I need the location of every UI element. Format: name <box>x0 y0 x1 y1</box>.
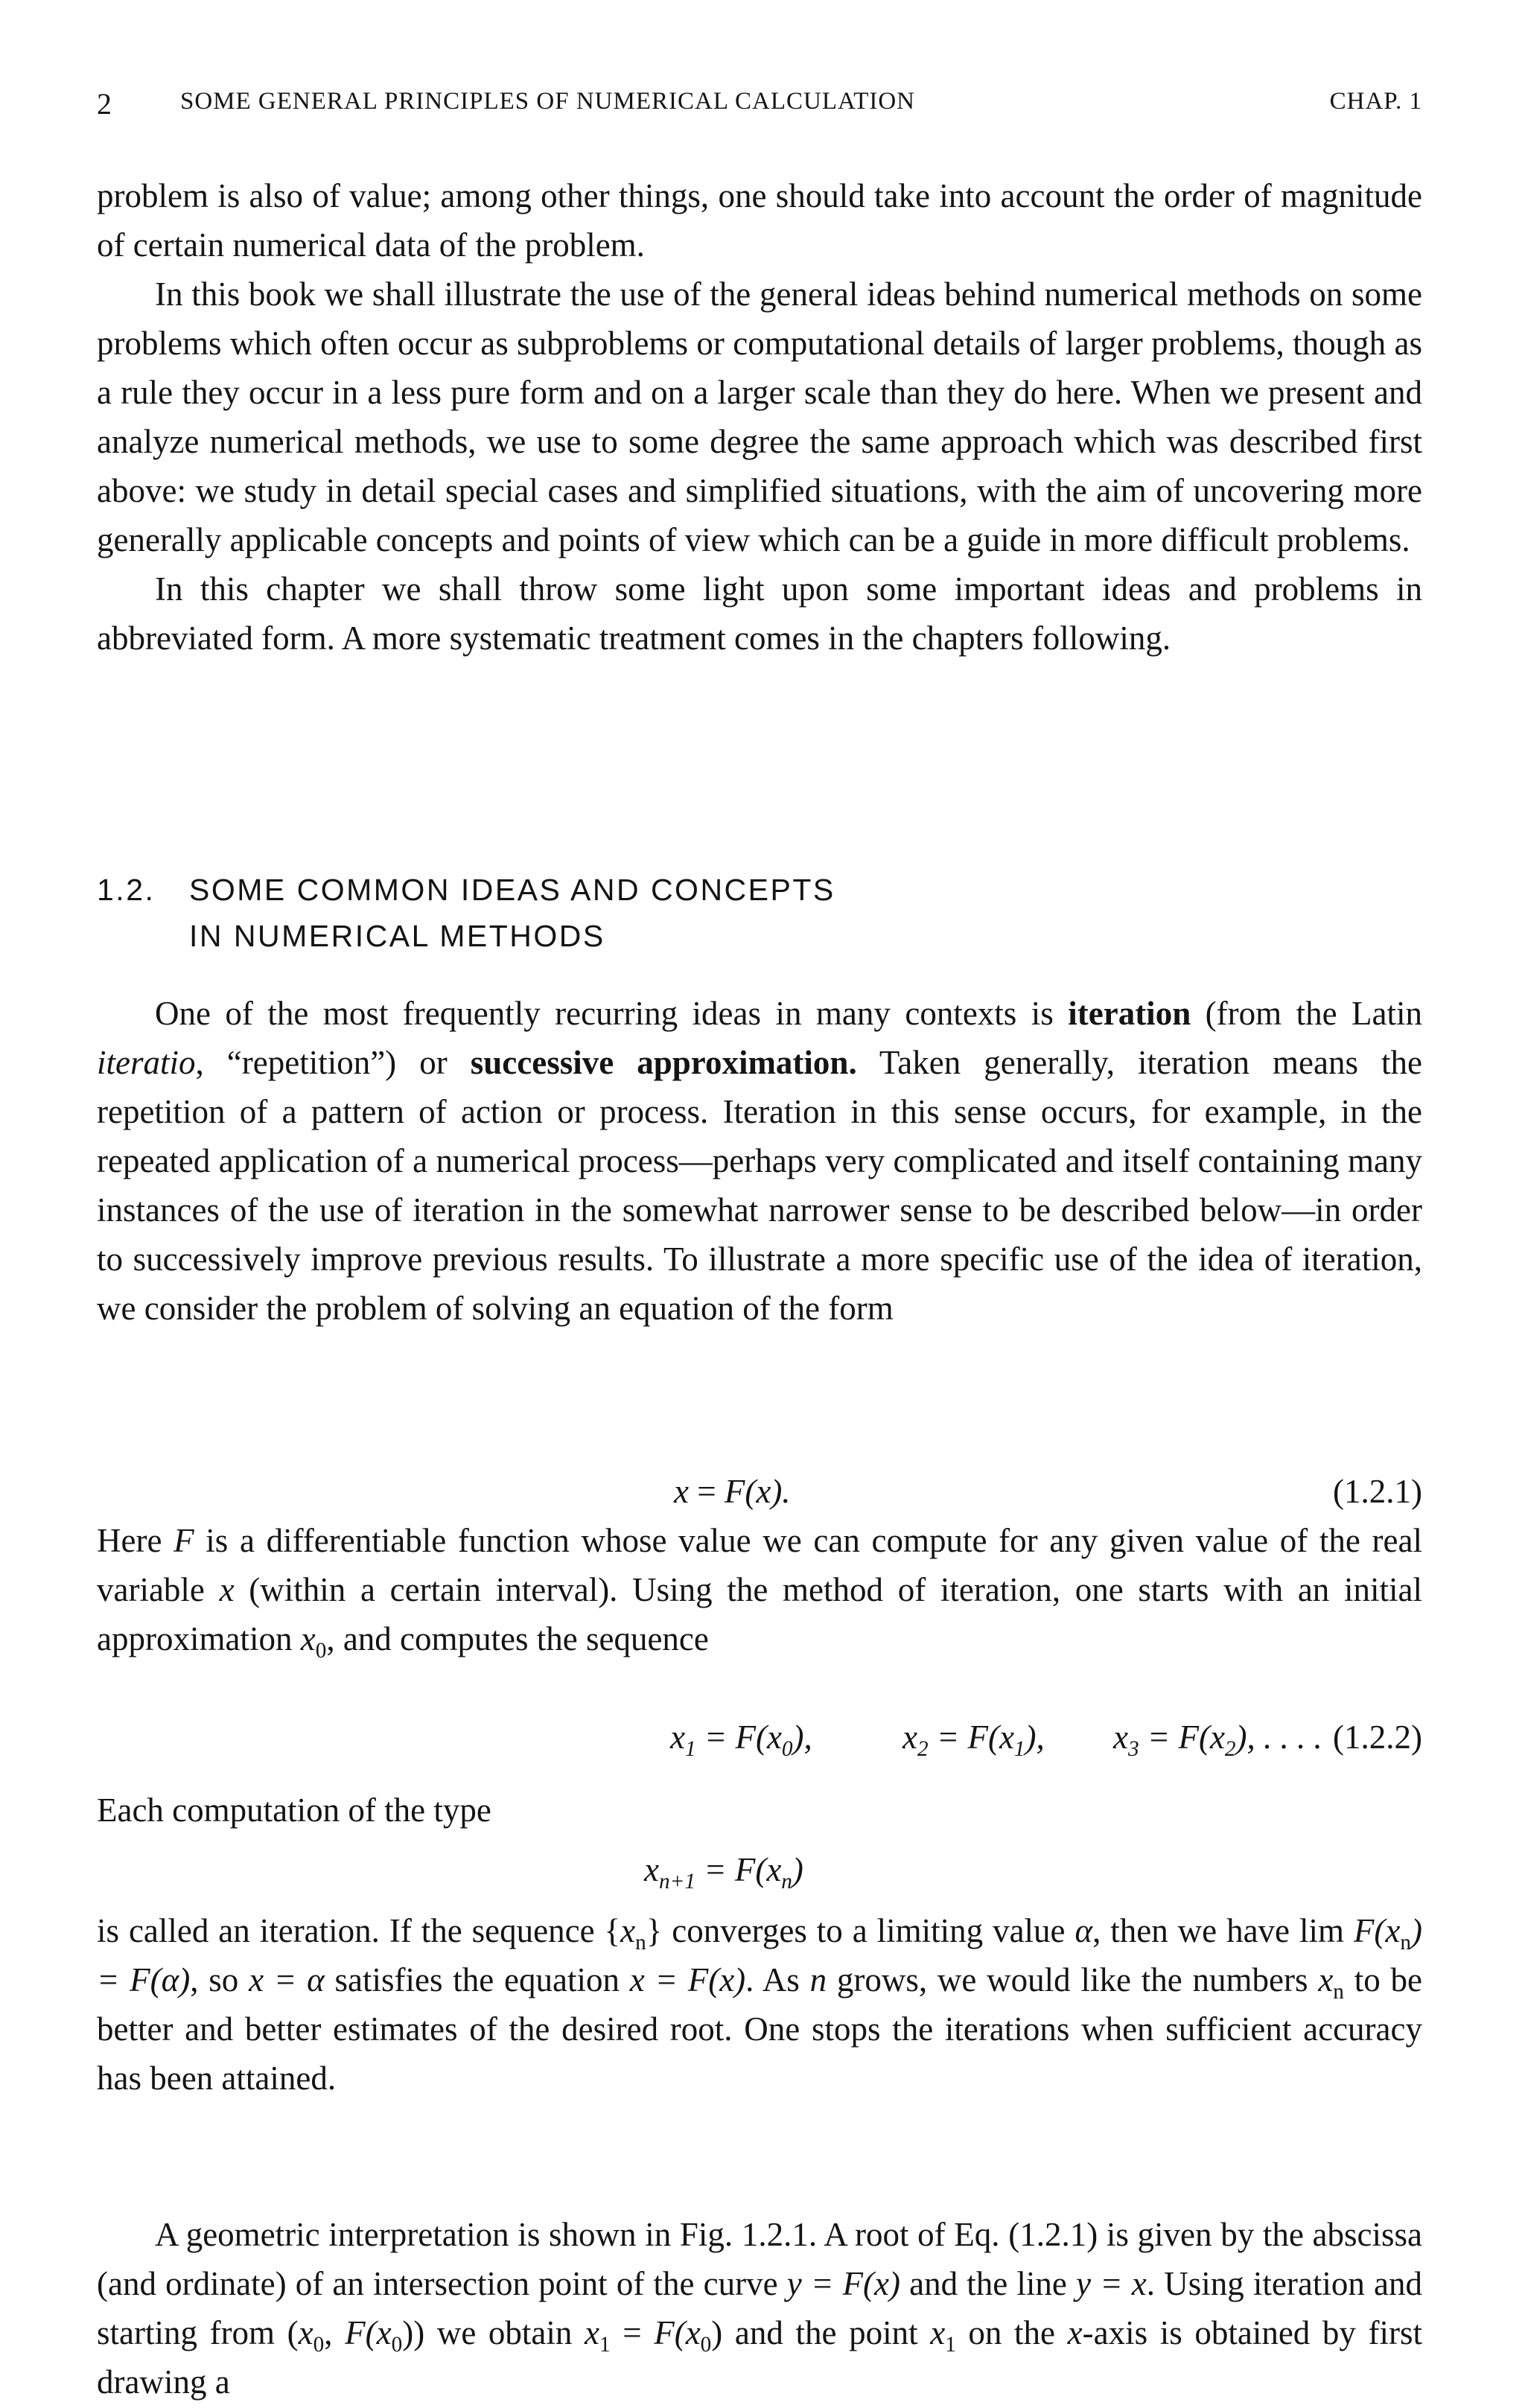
text-run: } converges to a limiting value <box>646 1912 1075 1949</box>
convergence-block <box>97 1906 1422 2103</box>
subscript: n <box>1333 1980 1344 2004</box>
paragraph-iteration-intro <box>97 989 1422 1333</box>
equation-1-2-2 <box>97 1713 1422 1762</box>
text-run: , so <box>190 1961 249 1998</box>
eq-rhs: = F(x <box>1139 1719 1225 1756</box>
math-x: x <box>219 1571 235 1608</box>
eq-rhs: = F(x <box>695 1851 782 1888</box>
math: F(x <box>345 2314 392 2351</box>
eq-rhs: = F(x <box>695 1719 782 1756</box>
text-run: Taken generally, iteration means the repetition of a pattern of action or process. Iteration in this sense occurs, for example, in the repeated application of a numerical process—perhaps very complicated and itself containing many instances of the use of iteration in the somewhat narrower sense to be described below—in order to successively improve previous results. To illustrate a more specific use of the idea of iteration, we consider the problem of solving an equation of the form <box>97 1044 1422 1327</box>
text-run: is a differentiable function whose value we can compute for any given value of the real variable <box>97 1522 1422 1608</box>
text-run: Here <box>97 1522 174 1559</box>
math: ) = F(α) <box>97 1912 1422 1998</box>
text-run: = <box>610 2314 655 2351</box>
running-head-title: SOME GENERAL PRINCIPLES OF NUMERICAL CALCULATION <box>180 88 916 115</box>
subscript: 2 <box>1224 1737 1236 1762</box>
section-heading-line1 <box>97 867 1422 913</box>
math: x <box>930 2314 946 2351</box>
section-title-part1: SOME COMMON IDEAS AND CONCEPTS <box>189 873 835 907</box>
eq-lhs: x <box>674 1473 689 1510</box>
paragraph-geometric <box>97 2210 1422 2407</box>
paragraph-computation: Each computation of the type <box>97 1791 491 1829</box>
eq-end: ), <box>792 1719 812 1756</box>
section-heading <box>97 867 1422 959</box>
math: x <box>1318 1961 1334 1998</box>
eq-end: ), . . . . <box>1235 1719 1322 1756</box>
math: x <box>585 2314 599 2351</box>
intro-block <box>97 171 1422 663</box>
equation-body <box>644 1845 803 1894</box>
text-run: , and computes the sequence <box>326 1620 709 1657</box>
paragraph-continuation: problem is also of value; among other things, one should take into account the order of magnitude of certain numerical data of the problem. <box>97 177 1422 264</box>
section-title-part2: IN NUMERICAL METHODS <box>189 919 605 953</box>
eq-term-1 <box>670 1713 812 1762</box>
text-run: grows, we would like the numbers <box>827 1961 1319 1998</box>
subscript: n <box>781 1870 792 1894</box>
math: y = x <box>1076 2265 1147 2302</box>
equation-number: (1.2.2) <box>1333 1719 1422 1756</box>
math: x <box>1067 2314 1083 2351</box>
subscript: 1 <box>1013 1737 1025 1762</box>
math: n <box>809 1961 827 1998</box>
math: x = α <box>249 1961 325 1998</box>
text-run: , <box>324 2314 346 2351</box>
equation-1-2-1 <box>97 1467 1422 1516</box>
math-F: F <box>173 1522 194 1559</box>
running-head <box>97 60 1422 121</box>
subscript: 0 <box>700 2333 712 2357</box>
text-run: , “repetition”) or <box>195 1044 471 1081</box>
eq-relation: = <box>688 1473 725 1510</box>
paragraph-convergence <box>97 1906 1422 2103</box>
subscript: 0 <box>391 2333 403 2357</box>
text-run: . Using iteration and starting from ( <box>97 2265 1422 2351</box>
section-number: 1.2. <box>97 873 156 907</box>
math-x0: x <box>300 1620 316 1657</box>
paragraph-book-approach: In this book we shall illustrate the use of the general ideas behind numerical methods on some problems which often occur as subproblems or computational details of larger problems, though as a rule they occur in a less pure form and on a larger scale than they do here. When we present and analyze numerical methods, we use to some degree the same approach which was described first above: we study in detail special cases and simplified situations, with the aim of uncovering more generally applicable concepts and points of view which can be a guide in more difficult problems. <box>97 275 1422 558</box>
term-successive-approximation: successive approximation. <box>470 1044 857 1081</box>
subscript: 2 <box>917 1737 929 1762</box>
text-run: , then we have lim <box>1092 1912 1354 1949</box>
subscript: 1 <box>945 2333 956 2357</box>
math: x <box>620 1912 636 1949</box>
eq-rhs: = F(x <box>928 1719 1014 1756</box>
eq-var: x <box>670 1719 685 1756</box>
subscript: 1 <box>684 1737 696 1762</box>
text-run: ) and the point <box>711 2314 931 2351</box>
eq-term-3 <box>1113 1713 1322 1762</box>
equation-body <box>674 1467 791 1516</box>
eq-var: x <box>1113 1719 1128 1756</box>
eq-var: x <box>902 1719 917 1756</box>
math: F(x <box>1353 1912 1401 1949</box>
text-run: (within a certain interval). Using the method of iteration, one starts with an initial approximation <box>97 1571 1422 1657</box>
text-run: is called an iteration. If the sequence { <box>97 1912 621 1949</box>
latin-term: iteratio <box>97 1044 196 1081</box>
math: x <box>298 2314 313 2351</box>
text-run: -axis is obtained by first drawing a <box>97 2314 1423 2401</box>
subscript: n+1 <box>658 1870 695 1894</box>
paragraph-method <box>97 1516 1422 1663</box>
math: x = F(x) <box>629 1961 746 1998</box>
subscript: n <box>1400 1931 1411 1955</box>
text-run: (from the Latin <box>1191 995 1422 1032</box>
paragraph-chapter-overview: In this chapter we shall throw some light upon some important ideas and problems in abbreviated form. A more systematic treatment comes in the chapters following. <box>97 570 1422 657</box>
text-run: . As <box>745 1961 810 1998</box>
eq-rhs: F(x). <box>724 1473 791 1510</box>
math: y = F(x) <box>786 2265 900 2302</box>
term-iteration: iteration <box>1068 995 1191 1032</box>
eq-term-2 <box>902 1713 1045 1762</box>
math: F(x <box>654 2314 701 2351</box>
subscript: 1 <box>599 2333 611 2357</box>
text-run: and the line <box>900 2265 1077 2302</box>
computation-line <box>97 1786 1422 1835</box>
text-run: One of the most frequently recurring ideas in many contexts is <box>155 995 1069 1032</box>
text-run: to be better and better estimates of the desired root. One stops the iterations when sufficient accuracy has been attained. <box>97 1961 1422 2097</box>
text-run: A geometric interpretation is shown in Fig. 1.2.1. A root of Eq. (1.2.1) is given by the abscissa (and ordinate) of an intersection point of the curve <box>97 2216 1422 2302</box>
text-run: on the <box>955 2314 1068 2351</box>
subscript: 0 <box>781 1737 793 1762</box>
eq-end: ) <box>792 1851 803 1888</box>
subscript: n <box>635 1931 646 1955</box>
eq-end: ), <box>1025 1719 1045 1756</box>
iteration-block <box>97 989 1422 1333</box>
page-number: 2 <box>97 87 112 121</box>
text-run: satisfies the equation <box>324 1961 630 1998</box>
equation-iteration-step <box>97 1845 1422 1894</box>
method-block <box>97 1516 1422 1663</box>
subscript: 0 <box>315 1639 327 1663</box>
eq-var: x <box>644 1851 659 1888</box>
subscript: 0 <box>313 2333 325 2357</box>
subscript: 3 <box>1127 1737 1139 1762</box>
chapter-label: CHAP. 1 <box>1329 88 1422 115</box>
math: α <box>1074 1912 1093 1949</box>
equation-number: (1.2.1) <box>1333 1473 1422 1510</box>
geometric-block <box>97 2210 1422 2407</box>
text-run: )) we obtain <box>402 2314 585 2351</box>
